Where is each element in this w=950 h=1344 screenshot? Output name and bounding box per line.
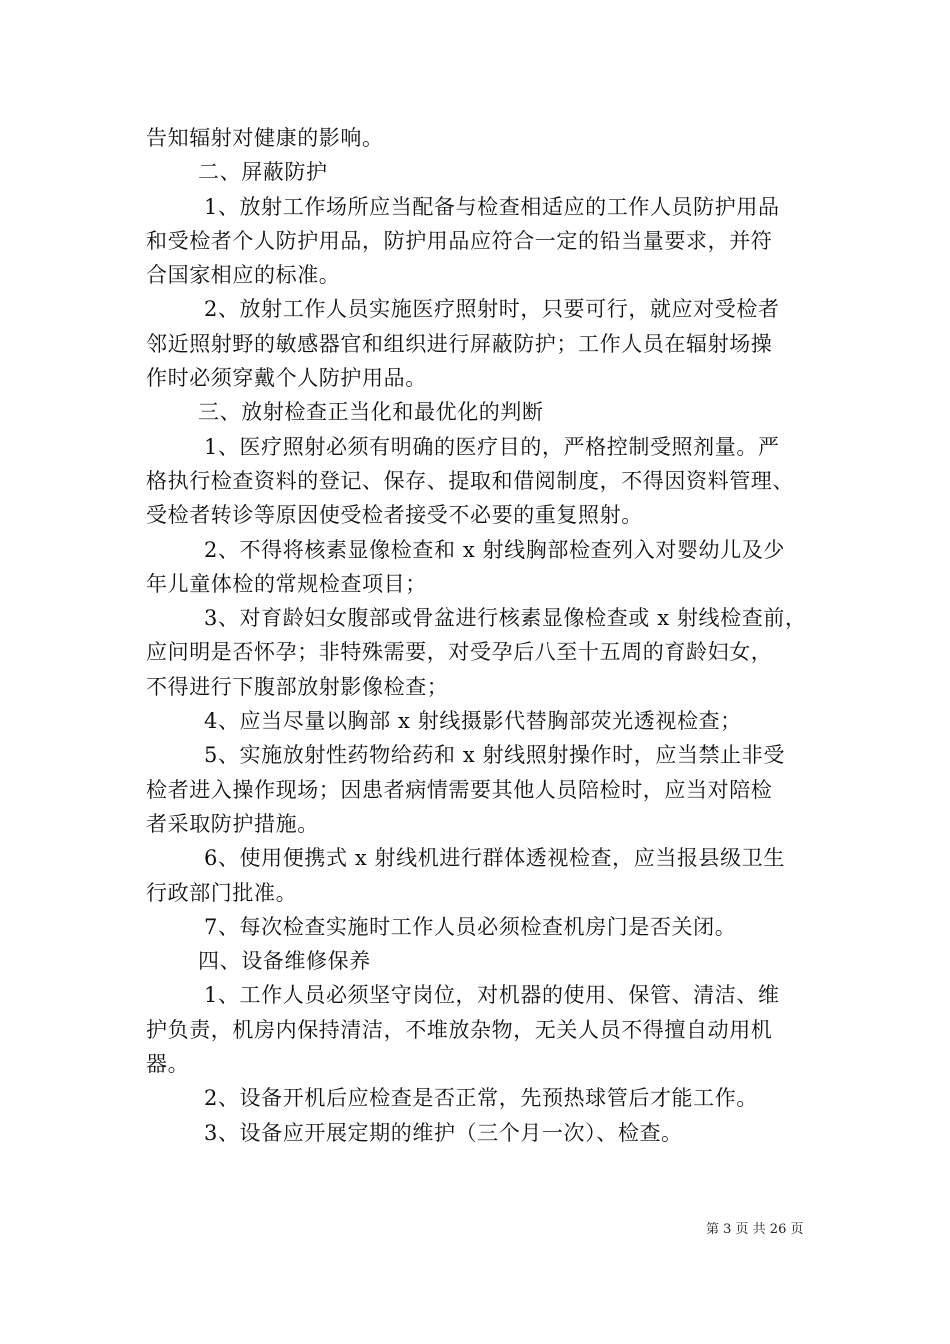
- paragraph-line: 5、实施放射性药物给药和 x 射线照射操作时，应当禁止非受: [204, 743, 785, 768]
- paragraph-line: 合国家相应的标准。: [146, 263, 341, 288]
- section-heading-maintenance: 四、设备维修保养: [198, 949, 371, 974]
- paragraph-line: 3、设备应开展定期的维护（三个月一次）、检查。: [204, 1120, 683, 1145]
- paragraph-line: 2、设备开机后应检查是否正常，先预热球管后才能工作。: [204, 1086, 758, 1111]
- paragraph-line: 应问明是否怀孕；非特殊需要，对受孕后八至十五周的育龄妇女，: [146, 640, 773, 665]
- section-heading-shielding: 二、屏蔽防护: [198, 160, 328, 185]
- paragraph-line: 年儿童体检的常规检查项目；: [146, 571, 427, 596]
- paragraph-line: 1、医疗照射必须有明确的医疗目的，严格控制受照剂量。严: [204, 434, 780, 459]
- paragraph-line: 和受检者个人防护用品，防护用品应符合一定的铅当量要求，并符: [146, 228, 773, 253]
- paragraph-line: 4、应当尽量以胸部 x 射线摄影代替胸部荧光透视检查；: [204, 709, 742, 734]
- paragraph-line: 检者进入操作现场；因患者病情需要其他人员陪检时，应当对陪检: [146, 777, 773, 802]
- paragraph-line: 不得进行下腹部放射影像检查；: [146, 674, 449, 699]
- paragraph-line: 7、每次检查实施时工作人员必须检查机房门是否关闭。: [204, 914, 737, 939]
- paragraph-line: 受检者转诊等原因使受检者接受不必要的重复照射。: [146, 503, 643, 528]
- paragraph-line: 护负责，机房内保持清洁，不堆放杂物，无关人员不得擅自动用机: [146, 1017, 773, 1042]
- paragraph-line: 器。: [146, 1052, 190, 1077]
- document-body: [146, 121, 836, 1150]
- paragraph-line: 1、放射工作场所应当配备与检查相适应的工作人员防护用品: [204, 194, 780, 219]
- paragraph-line: 2、不得将核素显像检查和 x 射线胸部检查列入对婴幼儿及少: [204, 537, 785, 562]
- paragraph-line: 邻近照射野的敏感器官和组织进行屏蔽防护；工作人员在辐射场操: [146, 331, 773, 356]
- section-heading-justification: 三、放射检查正当化和最优化的判断: [198, 400, 544, 425]
- paragraph-line: 行政部门批准。: [146, 880, 298, 905]
- paragraph-line: 6、使用便携式 x 射线机进行群体透视检查，应当报县级卫生: [204, 846, 785, 871]
- paragraph-line: 3、对育龄妇女腹部或骨盆进行核素显像检查或 x 射线检查前，: [204, 606, 807, 631]
- paragraph-line: 2、放射工作人员实施医疗照射时，只要可行，就应对受检者: [204, 297, 780, 322]
- paragraph-line: 1、工作人员必须坚守岗位，对机器的使用、保管、清洁、维: [204, 983, 780, 1008]
- paragraph-line: 告知辐射对健康的影响。: [146, 126, 384, 150]
- paragraph-line: 格执行检查资料的登记、保存、提取和借阅制度，不得因资料管理、: [146, 468, 794, 493]
- paragraph-line: 作时必须穿戴个人防护用品。: [146, 366, 427, 391]
- paragraph-line: 者采取防护措施。: [146, 811, 319, 836]
- page-number: 第 3 页 共 26 页: [706, 1222, 804, 1237]
